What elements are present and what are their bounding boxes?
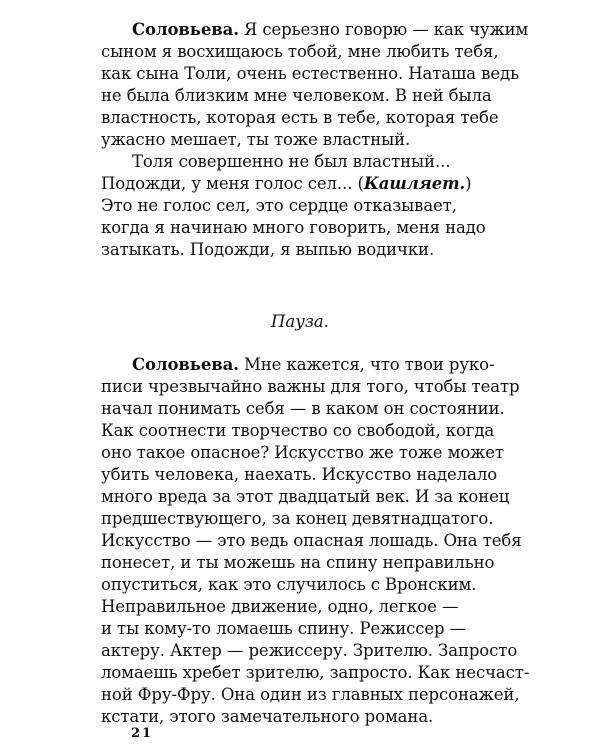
stage-direction: Кашляет. (363, 174, 466, 193)
text-line: Неправильное движение, одно, легкое — (101, 597, 459, 616)
stage-direction-pause: Пауза. (271, 311, 329, 331)
text-line: и ты кому-то ломаешь спину. Режиссер — (101, 619, 467, 638)
text-line: Искусство — это ведь опасная лошадь. Она тебя (101, 531, 522, 550)
speaker-name: Соловьева. (132, 355, 239, 374)
speaker-name: Соловьева. (132, 20, 239, 39)
text-line: начал понимать себя — в каком он состоянии. (101, 399, 505, 418)
text-line: ломаешь хребет зрителю, запросто. Как несчаст- (101, 663, 530, 682)
text-line: Соловьева. Мне кажется, что твои руко- (132, 355, 495, 374)
text-line: понесет, и ты можешь на спину неправильно (101, 553, 495, 572)
text-line: много вреда за этот двадцатый век. И за конец (101, 487, 510, 506)
text-line: Это не голос сел, это сердце отказывает, (101, 196, 457, 215)
text-line: Соловьева. Я серьезно говорю — как чужим (132, 20, 529, 39)
text-line: сыном я восхищаюсь тобой, мне любить тебя, (101, 42, 499, 61)
text-line: властность, которая есть в тебе, которая тебе (101, 108, 499, 127)
text-line: затыкать. Подожди, я выпью водички. (101, 240, 435, 259)
text-line: ужасно мешает, ты тоже властный. (101, 130, 411, 149)
text-line: убить человека, наехать. Искусство наделало (101, 465, 498, 484)
text-line: кстати, этого замечательного романа. (101, 707, 434, 726)
text-line: не была близким мне человеком. В ней была (101, 86, 492, 105)
text-line: Подожди, у меня голос сел... (Кашляет.) (101, 174, 472, 193)
text-line: писи чрезвычайно важны для того, чтобы театр (101, 377, 520, 396)
text-line: опуститься, как это случилось с Вронским. (101, 575, 477, 594)
text-line: актеру. Актер — режиссеру. Зрителю. Запросто (101, 641, 518, 660)
text-line: Толя совершенно не был властный... (132, 152, 451, 171)
text-line: как сына Толи, очень естественно. Наташа ведь (101, 64, 519, 83)
text-line: оно такое опасное? Искусство же тоже может (101, 443, 504, 462)
text-line: ной Фру-Фру. Она один из главных персонажей, (101, 685, 520, 704)
text-line: Как соотнести творчество со свободой, когда (101, 421, 495, 440)
text-line: предшествующего, за конец девятнадцатого. (101, 509, 494, 528)
text-line: когда я начинаю много говорить, меня надо (101, 218, 486, 237)
page-number: 21 (131, 726, 154, 741)
